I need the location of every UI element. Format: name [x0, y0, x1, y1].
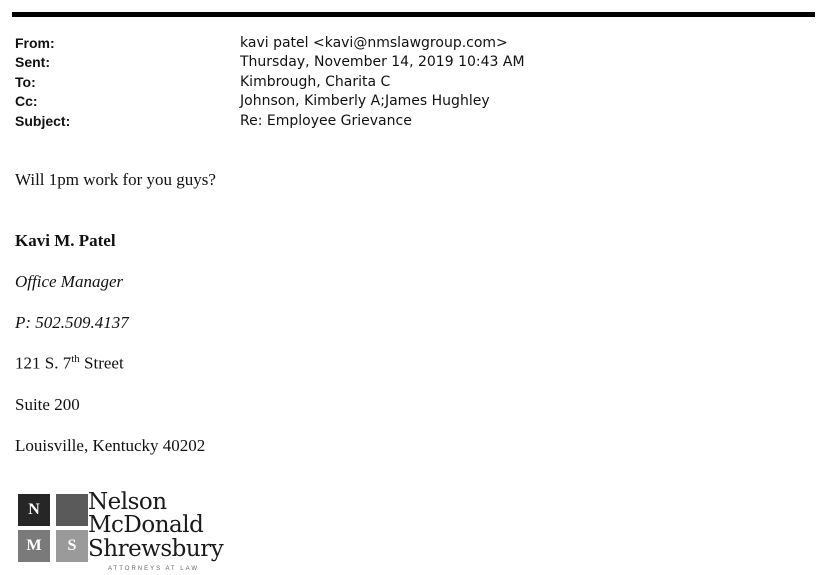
signature-street: [15, 353, 124, 374]
logo-tagline: ATTORNEYS AT LAW: [108, 566, 200, 572]
logo-tile-n: N: [18, 494, 50, 526]
signature-name: Kavi M. Patel: [15, 231, 116, 250]
logo-tile-m: M: [18, 530, 50, 562]
logo-line-2: McDonald: [88, 512, 204, 538]
cc-value[interactable]: Johnson, Kimberly A;James Hughley: [240, 93, 490, 109]
signature-title: Office Manager: [15, 272, 124, 291]
from-label: From:: [15, 35, 55, 51]
sent-label: Sent:: [15, 54, 50, 70]
signature-phone[interactable]: P: 502.509.4137: [15, 313, 129, 332]
logo-line-3: Shrewsbury: [88, 536, 224, 562]
logo-line-1: Nelson: [88, 489, 167, 515]
subject-value: Re: Employee Grievance: [240, 113, 412, 129]
logo-tile-s: S: [56, 530, 88, 562]
to-label: To:: [15, 74, 36, 90]
street-ordinal: th: [71, 353, 80, 365]
street-number: 121 S. 7: [15, 353, 72, 373]
sent-value: Thursday, November 14, 2019 10:43 AM: [240, 54, 525, 70]
signature-suite: Suite 200: [15, 395, 80, 414]
firm-logo: [18, 490, 238, 575]
header-divider: [12, 12, 815, 17]
street-name: Street: [79, 353, 124, 373]
logo-tile-blank: [56, 494, 88, 526]
subject-label: Subject:: [15, 113, 71, 129]
from-value[interactable]: kavi patel <kavi@nmslawgroup.com>: [240, 35, 508, 51]
signature-city: Louisville, Kentucky 40202: [15, 436, 206, 455]
cc-label: Cc:: [15, 93, 38, 109]
message-body: Will 1pm work for you guys?: [15, 170, 216, 189]
to-value[interactable]: Kimbrough, Charita C: [240, 74, 391, 90]
